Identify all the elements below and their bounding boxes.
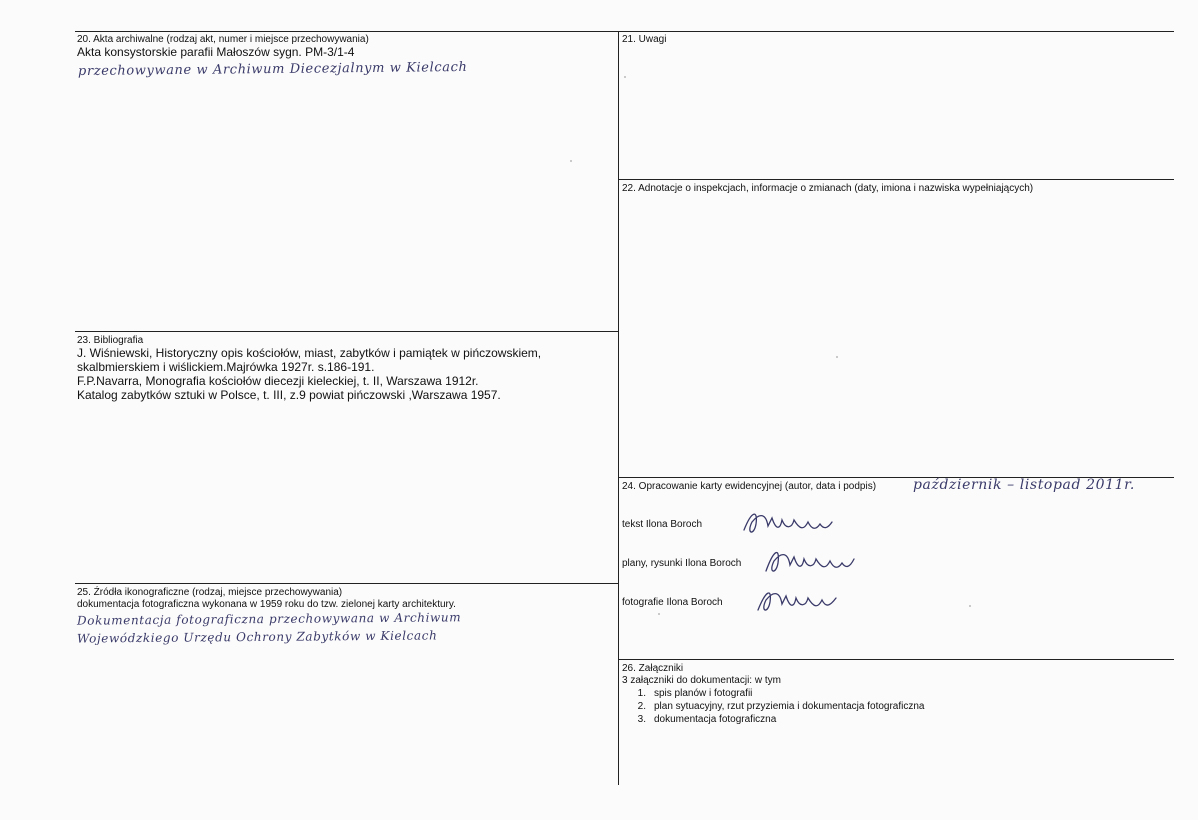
divider-23-25 [75, 583, 618, 584]
bibliography-line: J. Wiśniewski, Historyczny opis kościołów, miast, zabytków i pamiątek w pińczowskiem, [77, 346, 542, 360]
attachments-list [622, 688, 925, 727]
signature-text [738, 508, 838, 538]
section-26-intro: 3 załączniki do dokumentacji: w tym [622, 675, 781, 686]
section-21-label: 21. Uwagi [622, 34, 667, 45]
list-item: 1. spis planów i fotografii [637, 688, 753, 699]
section-25-value: dokumentacja fotograficzna wykonana w 1959 roku do tzw. zielonej karty architektury. [77, 599, 456, 610]
section-25-label: 25. Źródła ikonograficzne (rodzaj, miejsce przechowywania) [77, 587, 343, 598]
section-26-label: 26. Załączniki [622, 663, 684, 674]
scan-speck [969, 605, 971, 607]
top-border [75, 31, 1174, 32]
divider-21-22 [618, 179, 1174, 180]
section-24-label: 24. Opracowanie karty ewidencyjnej (autor, data i podpis) [622, 481, 877, 492]
scan-speck [658, 613, 660, 615]
divider-20-23 [75, 331, 618, 332]
section-20-value: Akta konsystorskie parafii Małoszów sygn. PM-3/1-4 [77, 45, 355, 59]
section-24-handwritten-date: październik – listopad 2011r. [913, 477, 1135, 493]
divider-24-26 [618, 659, 1174, 660]
section-23-label: 23. Bibliografia [77, 335, 144, 346]
section-25-handwritten-line: Wojewódzkiego Urzędu Ochrony Zabytków w Kielcach [76, 628, 438, 646]
scan-speck [624, 76, 626, 78]
section-20-label: 20. Akta archiwalne (rodzaj akt, numer i miejsce przechowywania) [77, 34, 369, 45]
section-20-handwritten-note: przechowywane w Archiwum Diecezjalnym w Kielcach [77, 59, 468, 80]
section-25-handwritten-line: Dokumentacja fotograficzna przechowywana w Archiwum [76, 610, 462, 628]
signature-photos [752, 586, 842, 616]
scan-speck [836, 356, 838, 358]
author-row-photos: fotografie Ilona Boroch [622, 597, 723, 608]
list-item: 2. plan sytuacyjny, rzut przyziemia i dokumentacja fotograficzna [637, 701, 925, 712]
author-row-drawings: plany, rysunki Ilona Boroch [622, 558, 742, 569]
bibliography-line: F.P.Navarra, Monografia kościołów diecezji kieleckiej, t. II, Warszawa 1912r. [77, 374, 479, 388]
list-item: 3. dokumentacja fotograficzna [637, 714, 777, 725]
bibliography-line: Katalog zabytków sztuki w Polsce, t. III, z.9 powiat pińczowski ,Warszawa 1957. [77, 388, 501, 402]
signature-drawings [760, 545, 860, 577]
scan-speck [570, 160, 572, 162]
author-row-text: tekst Ilona Boroch [622, 519, 703, 530]
section-22-label: 22. Adnotacje o inspekcjach, informacje o zmianach (daty, imiona i nazwiska wypełniających) [622, 183, 1034, 194]
center-divider [618, 31, 619, 785]
bibliography-line: skalbmierskiem i wiślickiem.Majrówka 1927r. s.186-191. [77, 360, 375, 374]
